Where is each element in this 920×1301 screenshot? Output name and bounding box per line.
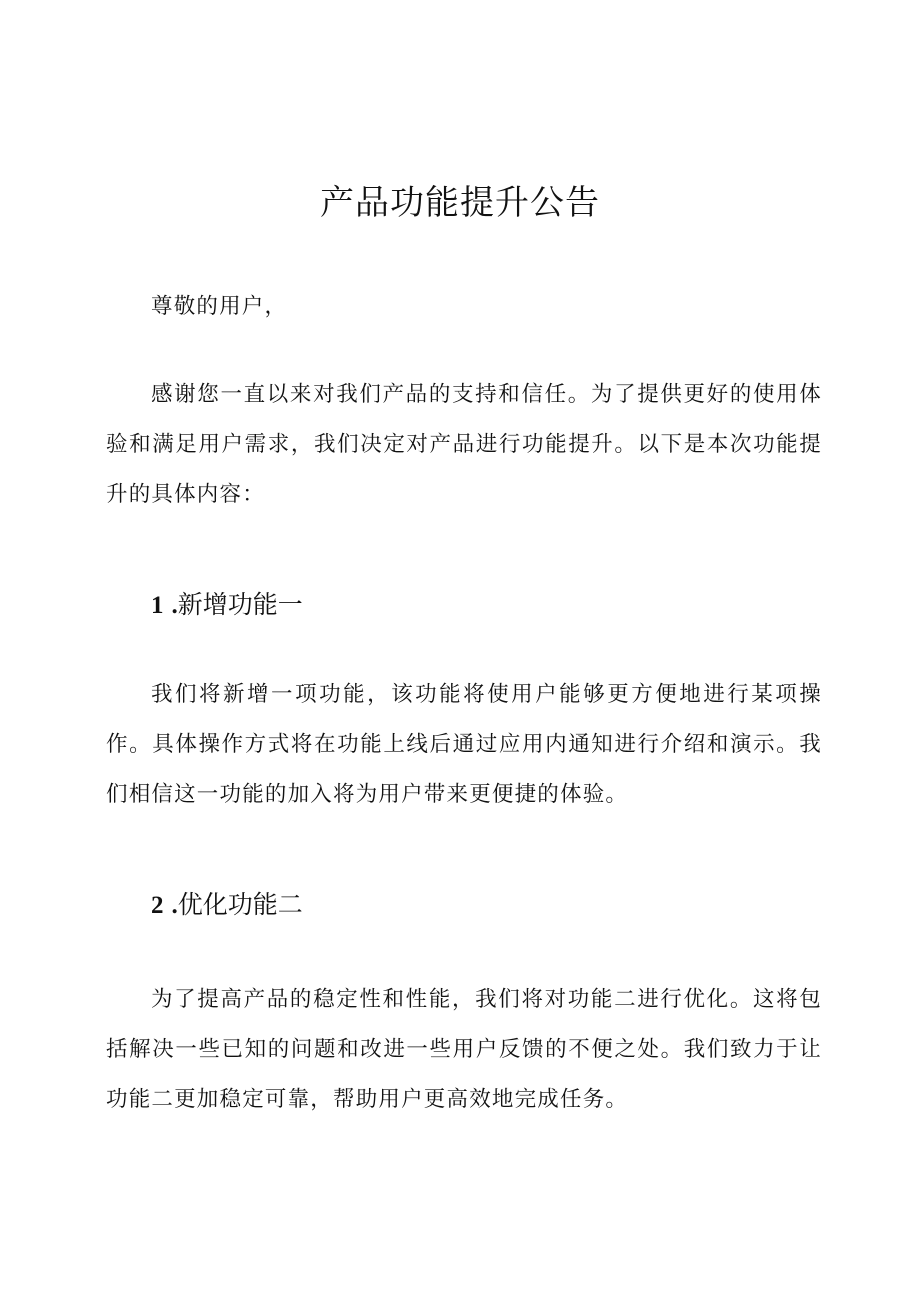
section-body-1: 我们将新增一项功能，该功能将使用户能够更方便地进行某项操作。具体操作方式将在功能上线后通过应用内通知进行介绍和演示。我们相信这一功能的加入将为用户带来更便捷的体验。 xyxy=(106,682,822,807)
document-title: 产品功能提升公告 xyxy=(320,183,600,223)
section-dot: . xyxy=(171,892,178,919)
section-heading-text: 优化功能二 xyxy=(177,890,303,919)
section-body-2: 为了提高产品的稳定性和性能，我们将对功能二进行优化。这将包括解决一些已知的问题和改进一些用户反馈的不便之处。我们致力于让功能二更加稳定可靠，帮助用户更高效地完成任务。 xyxy=(106,987,822,1112)
section-number: 1 xyxy=(151,592,164,619)
section-dot: . xyxy=(171,592,178,619)
intro-paragraph: 感谢您一直以来对我们产品的支持和信任。为了提供更好的使用体验和满足用户需求，我们决定对产品进行功能提升。以下是本次功能提升的具体内容： xyxy=(106,382,822,507)
section-heading-1 xyxy=(151,580,303,631)
section-heading-text: 新增功能一 xyxy=(177,590,303,619)
section-number: 2 xyxy=(151,892,164,919)
greeting: 尊敬的用户， xyxy=(151,294,288,319)
section-heading-2 xyxy=(151,880,303,931)
